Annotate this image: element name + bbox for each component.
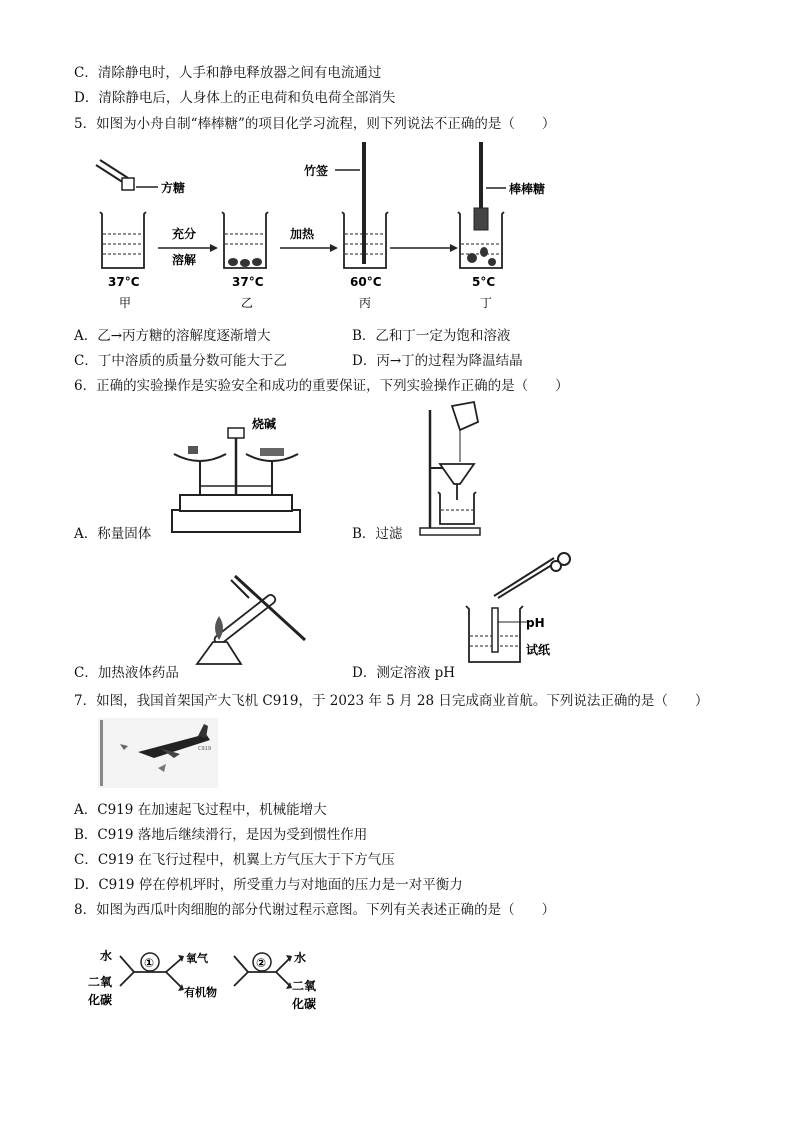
q5-figure xyxy=(88,140,568,315)
q6-option-a: A．称量固体 xyxy=(74,526,152,542)
beaker-yi xyxy=(222,212,268,268)
temp-ding: 5°C xyxy=(472,275,496,289)
step1-label: ① xyxy=(144,956,155,970)
q5-option-d: D．丙→丁的过程为降温结晶 xyxy=(352,353,523,369)
pouring-beaker-icon xyxy=(452,402,478,430)
output2-water: 水 xyxy=(294,951,307,965)
temp-jia: 37°C xyxy=(108,275,140,289)
arrow2-label: 加热 xyxy=(290,227,315,241)
q4-option-c: C．清除静电时，人手和静电释放器之间有电流通过 xyxy=(74,65,382,81)
q5-option-c: C．丁中溶质的质量分数可能大于乙 xyxy=(74,353,287,369)
q4-option-d: D．清除静电后，人身体上的正电荷和负电荷全部消失 xyxy=(74,90,396,106)
q6-option-d: D．测定溶液 pH xyxy=(352,665,456,681)
lollipop-icon xyxy=(474,208,488,230)
q6-option-b: B．过滤 xyxy=(352,526,403,542)
beaker-ding xyxy=(458,142,506,268)
label-ph: pH xyxy=(526,616,545,630)
input-water: 水 xyxy=(100,949,113,963)
label-test-paper: 试纸 xyxy=(526,643,551,657)
bamboo-stick-icon xyxy=(362,142,366,264)
caustic-soda-icon xyxy=(260,448,284,456)
output2-co2-line2: 化碳 xyxy=(292,997,317,1011)
heating-figure xyxy=(195,568,310,673)
input-co2-line1: 二氧 xyxy=(88,975,113,989)
label-caustic-soda: 烧碱 xyxy=(252,417,277,431)
arrow1-bottom: 溶解 xyxy=(172,253,197,267)
output-oxygen: 氧气 xyxy=(186,952,208,965)
ph-figure xyxy=(460,552,590,672)
q7-stem: 7．如图，我国首架国产大飞机 C919，于 2023 年 5 月 28 日完成商业首航。下列说法正确的是（ ） xyxy=(74,693,709,709)
name-jia: 甲 xyxy=(119,296,132,310)
output-organic: 有机物 xyxy=(184,986,217,999)
name-yi: 乙 xyxy=(241,296,254,310)
filtration-figure xyxy=(410,400,500,540)
label-stick: 竹签 xyxy=(304,164,329,178)
temp-yi: 37°C xyxy=(232,275,264,289)
q7-option-d: D．C919 停在停机坪时，所受重力与对地面的压力是一对平衡力 xyxy=(74,877,463,893)
q8-stem: 8．如图为西瓜叶肉细胞的部分代谢过程示意图。下列有关表述正确的是（ ） xyxy=(74,902,556,918)
q8-diagram xyxy=(86,938,336,1018)
temp-bing: 60°C xyxy=(350,275,382,289)
step2-label: ② xyxy=(256,956,267,970)
q5-stem: 5．如图为小舟自制“棒棒糖”的项目化学习流程，则下列说法不正确的是（ ） xyxy=(74,116,556,132)
name-bing: 丙 xyxy=(359,296,372,310)
input-co2-line2: 化碳 xyxy=(88,993,113,1007)
q5-option-b: B．乙和丁一定为饱和溶液 xyxy=(352,328,511,344)
tongs-icon xyxy=(96,160,158,190)
q5-option-a: A．乙→丙方糖的溶解度逐渐增大 xyxy=(74,328,271,344)
sugar-cube-icon xyxy=(122,178,134,190)
q7-option-b: B．C919 落地后继续滑行，是因为受到惯性作用 xyxy=(74,827,368,843)
label-lollipop: 棒棒糖 xyxy=(509,182,546,196)
test-paper-icon xyxy=(492,608,498,652)
beaker-jia xyxy=(100,212,146,268)
output2-co2-line1: 二氧 xyxy=(292,979,317,993)
label-cube-sugar: 方糖 xyxy=(161,181,186,195)
q6-stem: 6．正确的实验操作是实验安全和成功的重要保证，下列实验操作正确的是（ ） xyxy=(74,378,569,394)
c919-photo xyxy=(98,718,218,788)
plane-mark: C919 xyxy=(198,746,212,752)
arrow1-top: 充分 xyxy=(172,227,197,241)
alcohol-lamp-icon xyxy=(197,642,241,664)
test-tube-icon xyxy=(213,593,277,646)
q7-option-c: C．C919 在飞行过程中，机翼上方气压大于下方气压 xyxy=(74,852,395,868)
name-ding: 丁 xyxy=(480,296,493,310)
q7-option-a: A．C919 在加速起飞过程中，机械能增大 xyxy=(74,802,327,818)
q6-option-c: C．加热液体药品 xyxy=(74,665,179,681)
beaker-bing xyxy=(335,142,388,268)
balance-figure xyxy=(160,410,310,540)
